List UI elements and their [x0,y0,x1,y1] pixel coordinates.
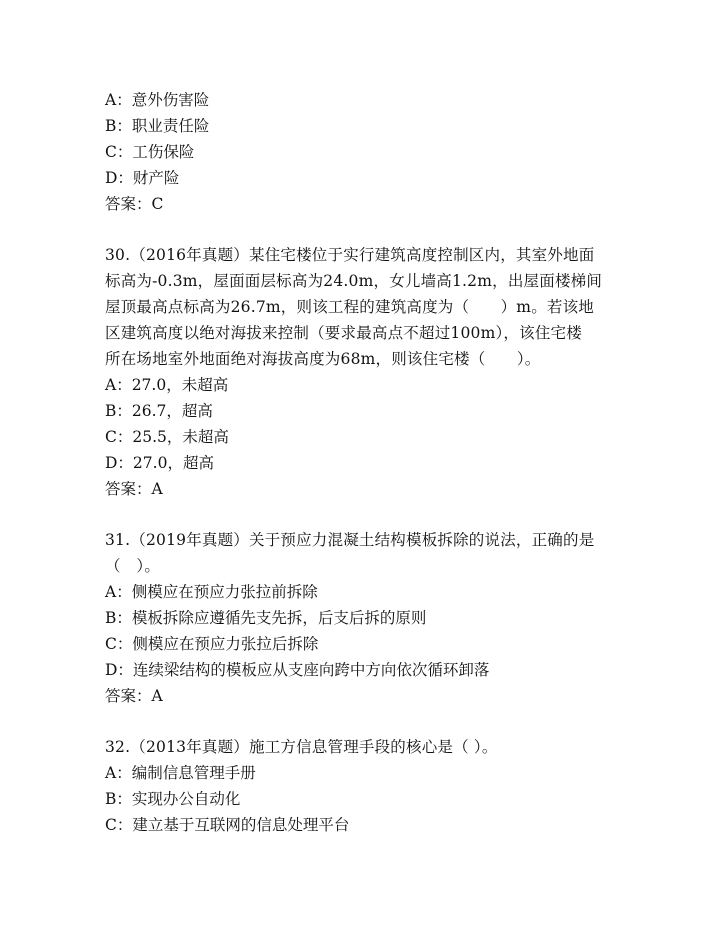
question-29-tail [105,87,625,217]
option-a: A：意外伤害险 [105,91,210,109]
stem-line: 所在场地室外地面绝对海拔高度为68m，则该住宅楼（ ）。 [105,350,541,368]
answer-line: 答案：C [105,195,164,213]
option-d: D：27.0，超高 [105,454,214,472]
stem-line: 区建筑高度以绝对海拔来控制（要求最高点不超过100m），该住宅楼 [105,324,582,342]
option-b: B：模板拆除应遵循先支先拆，后支后拆的原则 [105,609,427,627]
question-31 [105,527,625,709]
question-stem [105,527,625,579]
option-c: C：侧模应在预应力张拉后拆除 [105,635,319,653]
option-b: B：实现办公自动化 [105,790,241,808]
option-b: B：职业责任险 [105,117,210,135]
stem-line: 30.（2016年真题）某住宅楼位于实行建筑高度控制区内，其室外地面 [105,246,595,264]
option-c: C：工伤保险 [105,143,195,161]
answer-line: 答案：A [105,480,163,498]
question-stem [105,734,625,760]
option-a: A：27.0，未超高 [105,376,229,394]
stem-line: （ ）。 [105,557,161,575]
answer-line: 答案：A [105,687,163,705]
stem-line: 31.（2019年真题）关于预应力混凝土结构模板拆除的说法，正确的是 [105,531,595,549]
option-a: A：编制信息管理手册 [105,764,256,782]
question-32 [105,734,625,838]
option-c: C：25.5，未超高 [105,428,229,446]
option-d: D：连续梁结构的模板应从支座向跨中方向依次循环卸落 [105,661,490,679]
option-c: C：建立基于互联网的信息处理平台 [105,816,350,834]
stem-line: 32.（2013年真题）施工方信息管理手段的核心是（ ）。 [105,738,498,756]
option-b: B：26.7，超高 [105,402,213,420]
question-stem [105,242,625,372]
stem-line: 标高为-0.3m，屋面面层标高为24.0m，女儿墙高1.2m，出屋面楼梯间 [105,272,603,290]
stem-line: 屋顶最高点标高为26.7m，则该工程的建筑高度为（ ）m。若该地 [105,298,595,316]
option-d: D：财产险 [105,169,180,187]
question-30 [105,242,625,502]
option-a: A：侧模应在预应力张拉前拆除 [105,583,318,601]
